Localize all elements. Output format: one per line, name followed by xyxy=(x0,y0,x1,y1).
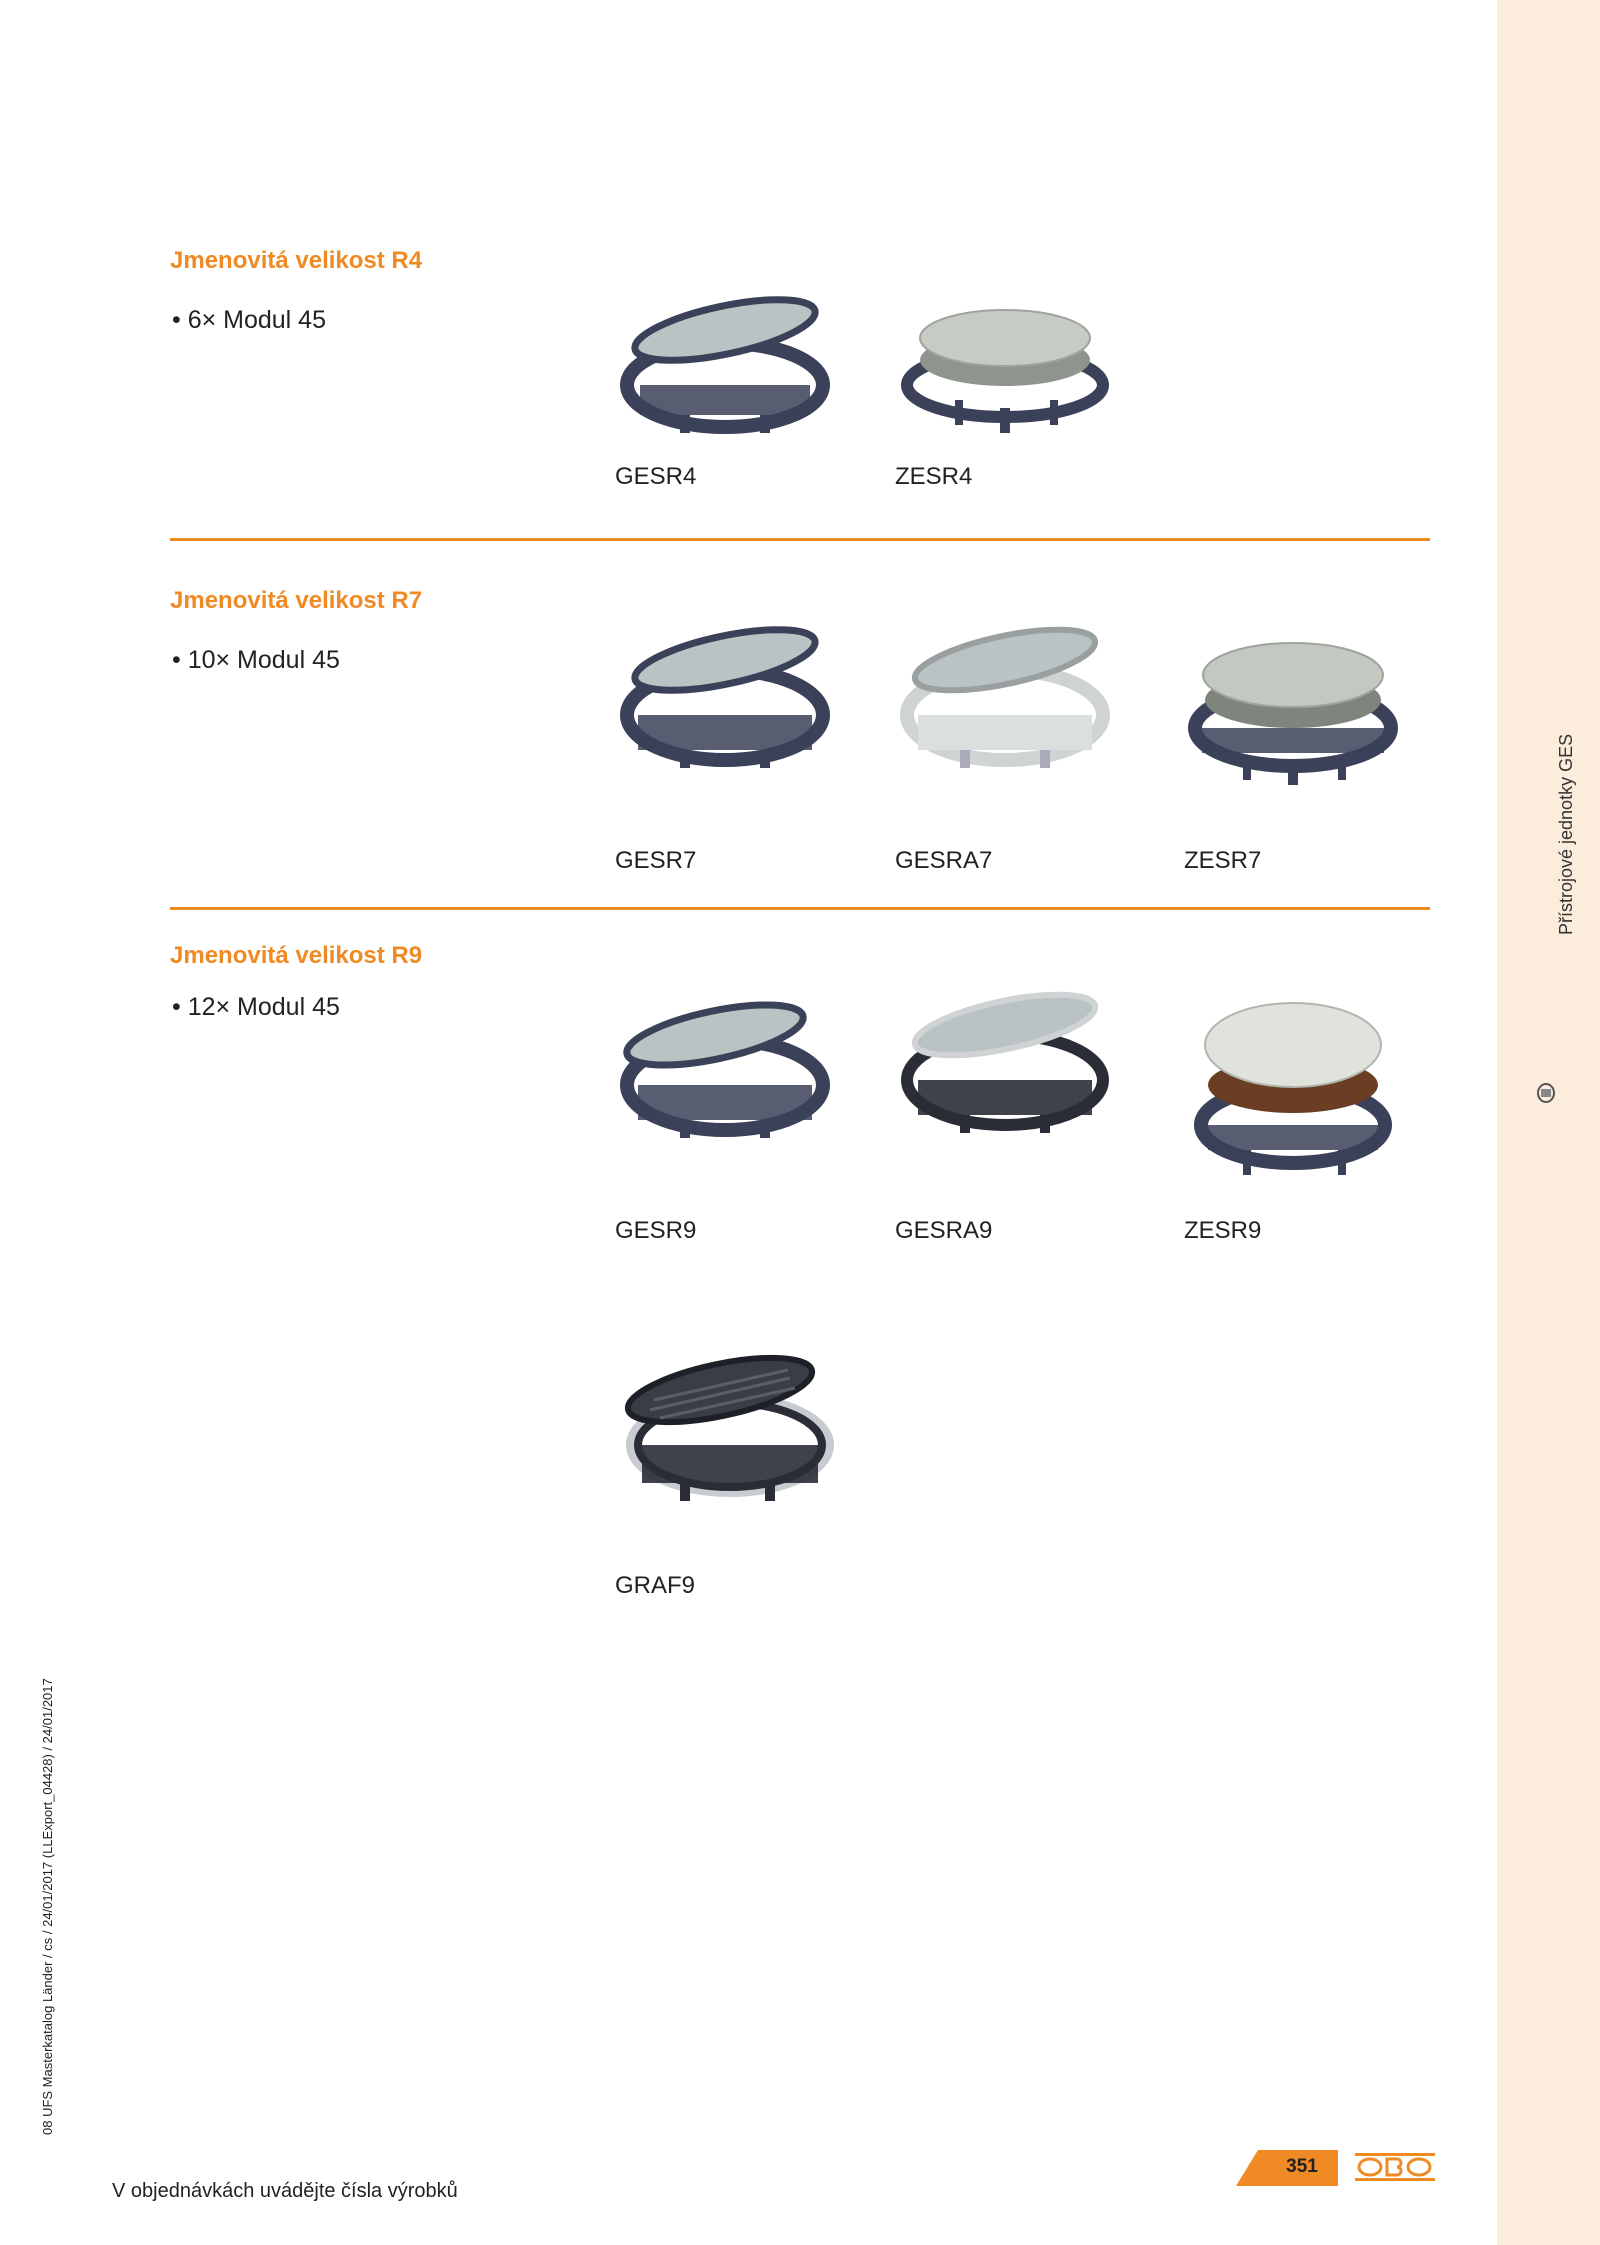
product-code-gesra9: GESRA9 xyxy=(895,1217,993,1244)
product-image-gesr9 xyxy=(620,990,860,1150)
section-divider xyxy=(170,907,1430,910)
ges-frame-open-lid-icon xyxy=(620,620,830,780)
gesa-frame-open-lid-icon xyxy=(900,985,1110,1145)
zes-frame-closed-lid-icon xyxy=(1188,620,1398,790)
bullet-r9: • 12× Modul 45 xyxy=(172,993,340,1021)
page-number: 351 xyxy=(1286,2156,1318,2177)
product-code-zesr7: ZESR7 xyxy=(1184,847,1262,874)
sidebar-strip xyxy=(1497,0,1600,2245)
ges-unit-icon xyxy=(1536,1082,1556,1104)
product-code-zesr9: ZESR9 xyxy=(1184,1217,1262,1244)
section-title-r9: Jmenovitá velikost R9 xyxy=(170,942,423,969)
footer-order-note: V objednávkách uvádějte čísla výrobků xyxy=(112,2180,458,2202)
bullet-r4: • 6× Modul 45 xyxy=(172,306,326,334)
product-image-zesr4 xyxy=(900,290,1140,445)
product-code-gesra7: GESRA7 xyxy=(895,847,993,874)
obo-logo xyxy=(1355,2152,1435,2182)
product-image-gesra9 xyxy=(900,985,1140,1145)
catalog-meta-vertical: 08 UFS Masterkatalog Länder / cs / 24/01/2017 (LLExport_04428) / 24/01/2017 xyxy=(40,1678,55,2135)
ges-frame-open-lid-icon xyxy=(620,290,830,445)
product-image-graf9 xyxy=(620,1340,860,1520)
product-code-zesr4: ZESR4 xyxy=(895,463,973,490)
product-image-gesr4 xyxy=(620,290,860,445)
product-code-graf9: GRAF9 xyxy=(615,1572,696,1599)
product-code-gesr7: GESR7 xyxy=(615,847,697,874)
product-image-gesra7 xyxy=(900,620,1140,780)
product-image-zesr7 xyxy=(1188,620,1428,790)
sidebar-chapter-label: Přístrojové jednotky GES xyxy=(1556,733,1576,935)
section-divider xyxy=(170,538,1430,541)
ges-frame-open-lid-icon xyxy=(620,990,830,1150)
section-title-r4: Jmenovitá velikost R4 xyxy=(170,247,423,274)
zes-frame-closed-lid-icon xyxy=(900,290,1110,445)
graf-frame-open-lid-icon xyxy=(620,1340,840,1520)
product-code-gesr9: GESR9 xyxy=(615,1217,697,1244)
product-image-zesr9 xyxy=(1188,985,1428,1185)
zes-frame-closed-lid-icon xyxy=(1188,985,1398,1185)
product-code-gesr4: GESR4 xyxy=(615,463,697,490)
product-image-gesr7 xyxy=(620,620,860,780)
bullet-r7: • 10× Modul 45 xyxy=(172,646,340,674)
section-title-r7: Jmenovitá velikost R7 xyxy=(170,587,423,614)
gesa-frame-open-lid-icon xyxy=(900,620,1110,780)
